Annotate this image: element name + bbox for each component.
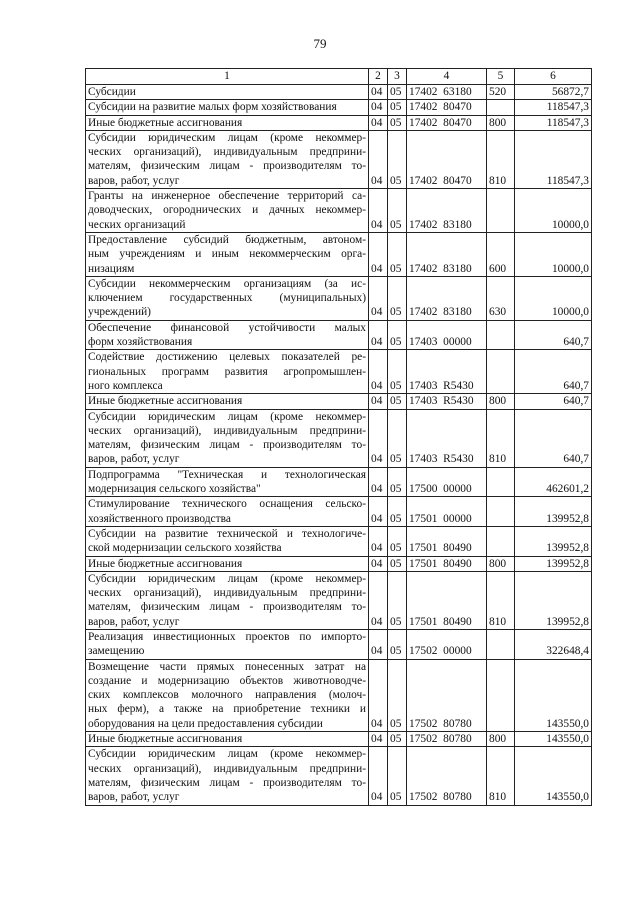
row-expense-type-cell: 810 [487, 409, 515, 467]
row-name-line: Иные бюджетные ассигнования [88, 395, 243, 408]
header-cell-target-article: 4 [407, 69, 487, 85]
row-target-article-cell: 17403 R5430 [407, 350, 487, 394]
row-amount-cell: 10000,0 [515, 232, 592, 276]
row-target-article-cell: 17402 80470 [407, 130, 487, 188]
row-amount-cell: 640,7 [515, 394, 592, 409]
row-name-line: варов, работ, услуг [88, 174, 180, 187]
table-header-row [86, 69, 592, 85]
table-row [86, 571, 592, 629]
row-name-line: ской модернизации сельского хозяйства [88, 542, 282, 555]
row-name-line: мателям, физическим лицам - производителям то- [88, 160, 366, 173]
row-target-article-cell: 17402 83180 [407, 189, 487, 233]
row-name-line: ных ферм), а также на приобретение техники и [88, 703, 366, 716]
row-section-cell: 04 [369, 497, 388, 527]
row-expense-type-cell [487, 467, 515, 497]
row-expense-type-cell [487, 350, 515, 394]
row-amount-cell: 640,7 [515, 320, 592, 350]
row-name-line: ческих организаций), индивидуальным предприни- [88, 587, 366, 600]
table-row [86, 747, 592, 805]
row-name-line: учреждений) [88, 306, 151, 319]
row-amount-cell: 139952,8 [515, 556, 592, 571]
row-name-line: ческих организаций), индивидуальным предприни- [88, 424, 366, 437]
row-name-line: Возмещение части прямых понесенных затрат на [88, 660, 366, 673]
row-subsection-cell: 05 [388, 497, 407, 527]
page-number: 79 [313, 36, 327, 51]
row-section-cell: 04 [369, 350, 388, 394]
row-subsection-cell: 05 [388, 732, 407, 747]
row-subsection-cell: 05 [388, 467, 407, 497]
row-name-line: Подпрограмма "Техническая и технологическая [88, 468, 366, 481]
table-row [86, 526, 592, 556]
row-name-cell [86, 732, 369, 747]
row-amount-cell: 139952,8 [515, 526, 592, 556]
row-expense-type-cell: 800 [487, 556, 515, 571]
row-target-article-cell: 17501 80490 [407, 556, 487, 571]
row-name-line: Субсидии юридическим лицам (кроме некоммер- [88, 410, 366, 423]
header-cell-amount: 6 [515, 69, 592, 85]
row-name-cell [86, 276, 369, 320]
row-section-cell: 04 [369, 409, 388, 467]
row-name-line: гиональных программ развития агропромышлен- [88, 365, 366, 378]
row-amount-cell: 143550,0 [515, 659, 592, 731]
row-section-cell: 04 [369, 526, 388, 556]
row-name-line: Иные бюджетные ассигнования [88, 733, 243, 746]
row-name-cell [86, 100, 369, 115]
header-cell-expense-type: 5 [487, 69, 515, 85]
row-name-line: создание и модернизацию объектов животноводче- [88, 674, 366, 687]
row-name-line: Субсидии [88, 86, 136, 98]
row-name-line: Предоставление субсидий бюджетным, автоном- [88, 233, 366, 246]
row-target-article-cell: 17403 R5430 [407, 394, 487, 409]
row-name-line: модернизация сельского хозяйства" [88, 483, 261, 496]
row-amount-cell: 56872,7 [515, 85, 592, 100]
row-section-cell: 04 [369, 467, 388, 497]
row-name-cell [86, 556, 369, 571]
row-subsection-cell: 05 [388, 320, 407, 350]
row-subsection-cell: 05 [388, 556, 407, 571]
row-expense-type-cell: 520 [487, 85, 515, 100]
row-name-line: Субсидии юридическим лицам (кроме некоммер- [88, 748, 366, 761]
table-row [86, 100, 592, 115]
row-name-cell [86, 571, 369, 629]
row-subsection-cell: 05 [388, 85, 407, 100]
table-row [86, 394, 592, 409]
table-row [86, 276, 592, 320]
row-subsection-cell: 05 [388, 276, 407, 320]
header-cell-subsection: 3 [388, 69, 407, 85]
row-subsection-cell: 05 [388, 394, 407, 409]
row-amount-cell: 322648,4 [515, 629, 592, 659]
row-name-line: Субсидии юридическим лицам (кроме некоммер- [88, 131, 366, 144]
budget-table [85, 68, 592, 806]
table-row [86, 232, 592, 276]
table-row [86, 350, 592, 394]
row-section-cell: 04 [369, 556, 388, 571]
row-target-article-cell: 17402 83180 [407, 232, 487, 276]
row-amount-cell: 10000,0 [515, 189, 592, 233]
row-expense-type-cell: 810 [487, 747, 515, 805]
row-target-article-cell: 17402 63180 [407, 85, 487, 100]
row-target-article-cell: 17501 00000 [407, 497, 487, 527]
row-name-line: замещению [88, 645, 145, 658]
row-name-line: ческих организаций), индивидуальным предприни- [88, 762, 366, 775]
row-target-article-cell: 17500 00000 [407, 467, 487, 497]
row-name-cell [86, 747, 369, 805]
row-name-line: ного комплекса [88, 379, 163, 392]
row-name-line: варов, работ, услуг [88, 615, 180, 628]
row-expense-type-cell [487, 189, 515, 233]
row-target-article-cell: 17502 80780 [407, 659, 487, 731]
table-row [86, 732, 592, 747]
row-name-line: Субсидии на развитие малых форм хозяйствования [88, 101, 337, 114]
row-expense-type-cell [487, 497, 515, 527]
row-name-line: Содействие достижению целевых показателей ре- [88, 351, 366, 364]
header-cell-name: 1 [86, 69, 369, 85]
row-target-article-cell: 17402 80470 [407, 115, 487, 130]
row-target-article-cell: 17502 00000 [407, 629, 487, 659]
row-amount-cell: 139952,8 [515, 497, 592, 527]
table-row [86, 629, 592, 659]
row-expense-type-cell [487, 320, 515, 350]
row-name-line: варов, работ, услуг [88, 791, 180, 804]
row-expense-type-cell: 630 [487, 276, 515, 320]
row-name-line: оборудования на цели предоставления субсидии [88, 717, 323, 730]
row-amount-cell: 143550,0 [515, 747, 592, 805]
row-section-cell: 04 [369, 130, 388, 188]
row-name-line: Субсидии на развитие технической и технологиче- [88, 527, 366, 540]
row-target-article-cell: 17402 83180 [407, 276, 487, 320]
row-name-cell [86, 350, 369, 394]
table-row [86, 556, 592, 571]
row-section-cell: 04 [369, 571, 388, 629]
row-target-article-cell: 17502 80780 [407, 747, 487, 805]
row-subsection-cell: 05 [388, 571, 407, 629]
row-section-cell: 04 [369, 320, 388, 350]
row-name-line: Субсидии юридическим лицам (кроме некоммер- [88, 572, 366, 585]
row-subsection-cell: 05 [388, 629, 407, 659]
row-name-line: мателям, физическим лицам - производителям то- [88, 776, 366, 789]
row-section-cell: 04 [369, 232, 388, 276]
row-section-cell: 04 [369, 747, 388, 805]
row-name-line: хозяйственного производства [88, 512, 231, 525]
table-row [86, 320, 592, 350]
row-name-cell [86, 394, 369, 409]
row-amount-cell: 118547,3 [515, 100, 592, 115]
row-subsection-cell: 05 [388, 409, 407, 467]
row-amount-cell: 640,7 [515, 350, 592, 394]
row-name-cell [86, 526, 369, 556]
table-row [86, 659, 592, 731]
row-target-article-cell: 17502 80780 [407, 732, 487, 747]
row-expense-type-cell: 600 [487, 232, 515, 276]
row-amount-cell: 640,7 [515, 409, 592, 467]
row-name-line: Субсидии некоммерческим организациям (за ис- [88, 277, 366, 290]
row-name-cell [86, 115, 369, 130]
row-section-cell: 04 [369, 85, 388, 100]
row-name-line: низациям [88, 262, 135, 275]
row-subsection-cell: 05 [388, 526, 407, 556]
row-target-article-cell: 17501 80490 [407, 526, 487, 556]
row-target-article-cell: 17403 00000 [407, 320, 487, 350]
row-name-line: варов, работ, услуг [88, 453, 180, 466]
row-name-line: Реализация инвестиционных проектов по импорто- [88, 630, 366, 643]
row-name-line: Обеспечение финансовой устойчивости малых [88, 321, 366, 334]
table-row [86, 497, 592, 527]
row-subsection-cell: 05 [388, 350, 407, 394]
row-subsection-cell: 05 [388, 747, 407, 805]
row-name-line: ческих организаций [88, 218, 186, 231]
row-expense-type-cell [487, 629, 515, 659]
row-name-line: Гранты на инженерное обеспечение территорий са- [88, 190, 366, 203]
row-name-cell [86, 85, 369, 100]
row-amount-cell: 10000,0 [515, 276, 592, 320]
row-section-cell: 04 [369, 732, 388, 747]
row-name-line: Иные бюджетные ассигнования [88, 557, 243, 570]
row-name-cell [86, 629, 369, 659]
row-target-article-cell: 17501 80490 [407, 571, 487, 629]
row-amount-cell: 118547,3 [515, 115, 592, 130]
row-amount-cell: 118547,3 [515, 130, 592, 188]
row-expense-type-cell [487, 526, 515, 556]
table-row [86, 189, 592, 233]
row-section-cell: 04 [369, 629, 388, 659]
row-subsection-cell: 05 [388, 189, 407, 233]
row-name-cell [86, 130, 369, 188]
row-subsection-cell: 05 [388, 115, 407, 130]
table-row [86, 409, 592, 467]
row-amount-cell: 139952,8 [515, 571, 592, 629]
table-row [86, 130, 592, 188]
row-amount-cell: 462601,2 [515, 467, 592, 497]
row-name-cell [86, 467, 369, 497]
row-name-cell [86, 659, 369, 731]
row-name-cell [86, 497, 369, 527]
row-name-line: ских комплексов молочного направления (молоч- [88, 689, 366, 702]
row-subsection-cell: 05 [388, 130, 407, 188]
row-name-line: мателям, физическим лицам - производителям то- [88, 601, 366, 614]
row-section-cell: 04 [369, 659, 388, 731]
row-expense-type-cell: 800 [487, 732, 515, 747]
table-row [86, 467, 592, 497]
row-name-line: Стимулирование технического оснащения сельско- [88, 498, 366, 511]
row-section-cell: 04 [369, 394, 388, 409]
table-row [86, 115, 592, 130]
row-name-line: мателям, физическим лицам - производителям то- [88, 439, 366, 452]
row-name-line: ческих организаций), индивидуальным предприни- [88, 146, 366, 159]
row-amount-cell: 143550,0 [515, 732, 592, 747]
row-expense-type-cell: 810 [487, 130, 515, 188]
row-section-cell: 04 [369, 276, 388, 320]
row-subsection-cell: 05 [388, 232, 407, 276]
header-cell-section: 2 [369, 69, 388, 85]
row-name-cell [86, 409, 369, 467]
row-name-line: ным учреждениям и иным некоммерческим орга- [88, 248, 366, 261]
row-name-cell [86, 320, 369, 350]
row-expense-type-cell: 800 [487, 115, 515, 130]
table-row [86, 85, 592, 100]
row-name-line: ключением государственных (муниципальных) [88, 292, 366, 305]
row-subsection-cell: 05 [388, 659, 407, 731]
row-expense-type-cell: 810 [487, 571, 515, 629]
row-section-cell: 04 [369, 189, 388, 233]
row-section-cell: 04 [369, 115, 388, 130]
row-expense-type-cell [487, 100, 515, 115]
row-name-cell [86, 232, 369, 276]
row-subsection-cell: 05 [388, 100, 407, 115]
row-target-article-cell: 17403 R5430 [407, 409, 487, 467]
row-name-line: доводческих, огороднических и дачных некоммер- [88, 204, 366, 217]
row-name-cell [86, 189, 369, 233]
row-name-line: Иные бюджетные ассигнования [88, 116, 243, 129]
row-name-line: форм хозяйствования [88, 336, 193, 349]
row-target-article-cell: 17402 80470 [407, 100, 487, 115]
row-section-cell: 04 [369, 100, 388, 115]
row-expense-type-cell [487, 659, 515, 731]
row-expense-type-cell: 800 [487, 394, 515, 409]
